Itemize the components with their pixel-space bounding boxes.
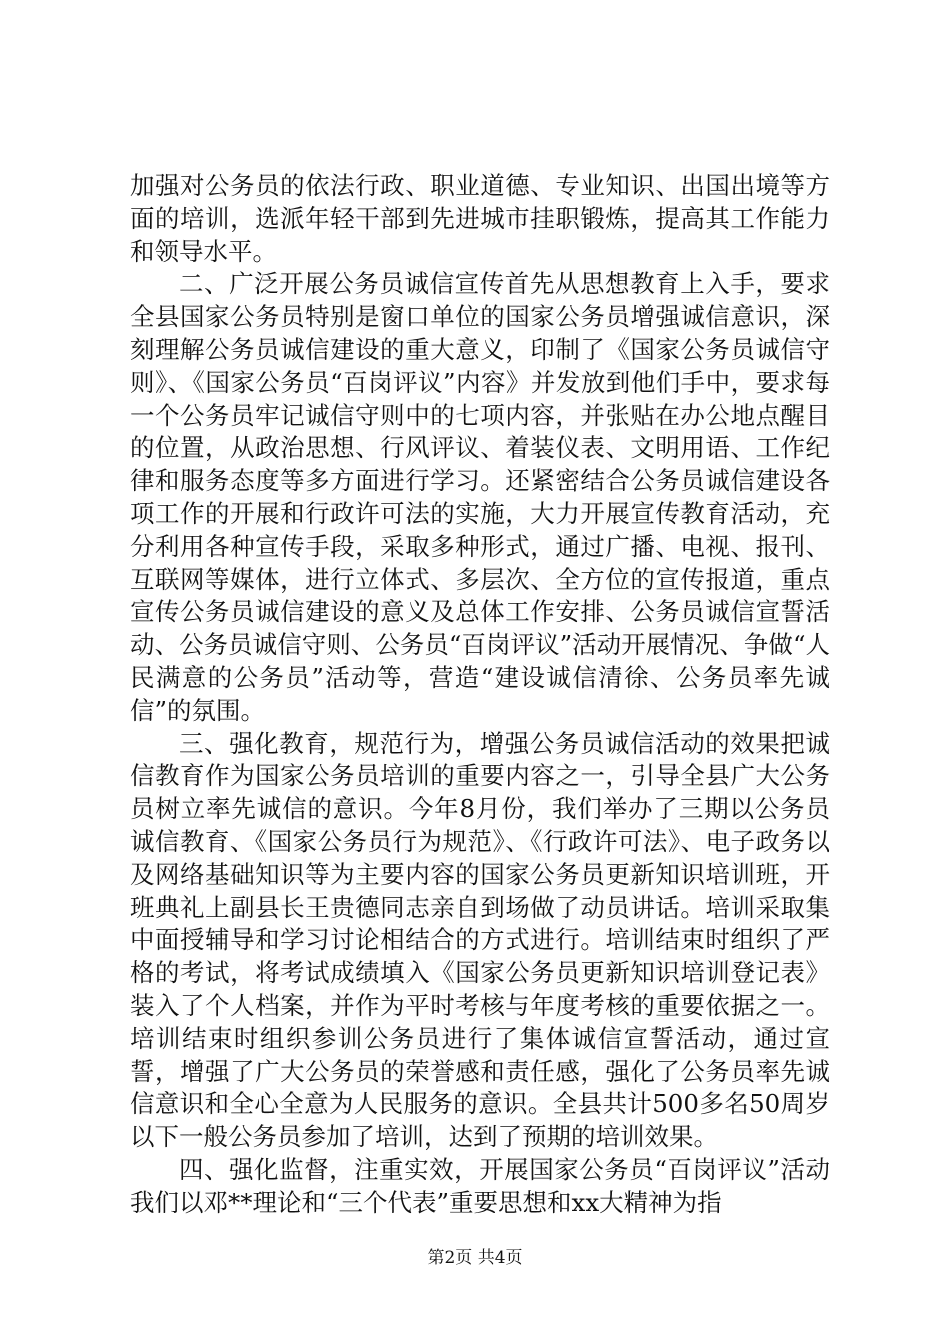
paragraph-integrity-publicity: 二、广泛开展公务员诚信宣传首先从思想教育上入手，要求全县国家公务员特别是窗口单位的国家公务员增强诚信意识，深刻理解公务员诚信建设的重大意义，印制了《国家公务员诚信守则》、《国家公务员“百岗评议”内容》并发放到他们手中，要求每一个公务员牢记诚信守则中的七项内容，并张贴在办公地点醒目的位置，从政治思想、行风评议、着装仪表、文明用语、工作纪律和服务态度等多方面进行学习。还紧密结合公务员诚信建设各项工作的开展和行政许可法的实施，大力开展宣传教育活动，充分利用各种宣传手段，采取多种形式，通过广播、电视、报刊、互联网等媒体，进行立体式、多层次、全方位的宣传报道，重点宣传公务员诚信建设的意义及总体工作安排、公务员诚信宣誓活动、公务员诚信守则、公务员“百岗评议”活动开展情况、争做“人民满意的公务员”活动等，营造“建设诚信清徐、公务员率先诚信”的氛围。 bbox=[130, 269, 830, 725]
paragraph-strengthen-supervision: 四、强化监督，注重实效，开展国家公务员“百岗评议”活动我们以邓**理论和“三个代表”重要思想和xx大精神为指 bbox=[130, 1154, 830, 1217]
paragraph-strengthen-education: 三、强化教育，规范行为，增强公务员诚信活动的效果把诚信教育作为国家公务员培训的重要内容之一，引导全县广大公务员树立率先诚信的意识。今年8月份，我们举办了三期以公务员诚信教育、《国家公务员行为规范》、《行政许可法》、电子政务以及网络基础知识等为主要内容的国家公务员更新知识培训班，开班典礼上副县长王贵德同志亲自到场做了动员讲话。培训采取集中面授辅导和学习讨论相结合的方式进行。培训结束时组织了严格的考试，将考试成绩填入《国家公务员更新知识培训登记表》装入了个人档案，并作为平时考核与年度考核的重要依据之一。培训结束时组织参训公务员进行了集体诚信宣誓活动，通过宣誓，增强了广大公务员的荣誉感和责任感，强化了公务员率先诚信意识和全心全意为人民服务的意识。全县共计500多名50周岁以下一般公务员参加了培训，达到了预期的培训效果。 bbox=[130, 728, 830, 1152]
paragraph-training-continuation: 加强对公务员的依法行政、职业道德、专业知识、出国出境等方面的培训，选派年轻干部到先进城市挂职锻炼，提高其工作能力和领导水平。 bbox=[130, 171, 830, 266]
document-body bbox=[130, 170, 830, 1220]
page-number-footer: 第2页 共4页 bbox=[427, 1248, 523, 1268]
